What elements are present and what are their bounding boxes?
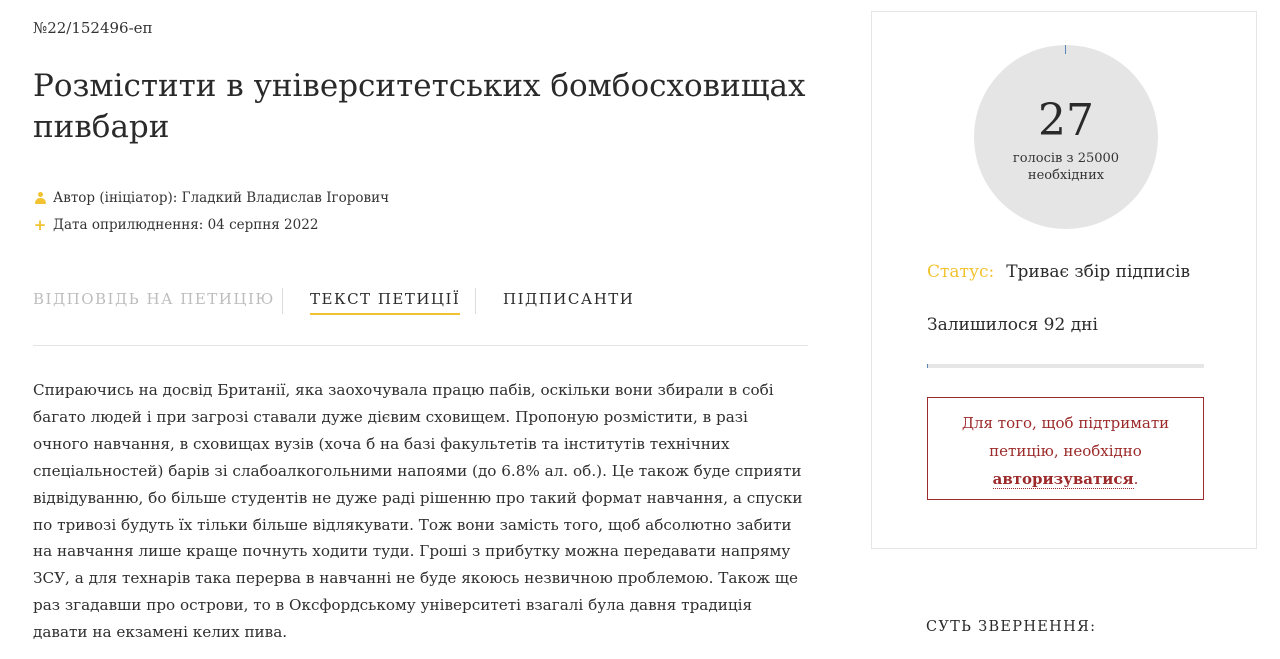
status-label: Статус: — [927, 262, 995, 282]
author-row — [33, 190, 389, 206]
votes-count: 27 — [1038, 95, 1094, 146]
status-value: Триває збір підписів — [1006, 262, 1191, 282]
essence-heading: СУТЬ ЗВЕРНЕННЯ: — [926, 619, 1097, 635]
votes-progress-arc — [1065, 45, 1066, 54]
votes-card — [871, 11, 1257, 549]
petition-tabs — [33, 290, 808, 346]
page-title: Розмістити в університетських бомбосховищах пивбари — [33, 68, 806, 145]
tab-answer: ВІДПОВІДЬ НА ПЕТИЦІЮ — [33, 290, 275, 308]
votes-circle — [974, 45, 1158, 229]
tab-divider — [475, 288, 476, 314]
auth-text-end: . — [1133, 470, 1139, 488]
tab-signers[interactable]: ПІДПИСАНТИ — [503, 290, 635, 308]
plus-icon: + — [33, 216, 47, 234]
author-label: Автор (ініціатор): — [53, 190, 178, 206]
status-line — [927, 262, 1190, 282]
petition-body: Спираючись на досвід Британії, яка заохочувала працю пабів, оскільки вони збирали в собі багато людей і при загрозі ставали дуже дієвим сховищем. Пропоную розмістити, в разі очного навчання, в сховищах вузів (хоча б на базі факультетів та інститутів технічних спеціальностей) барів зі слабоалкогольними напоями (до 6.8% ал. об.). Це також буде сприяти відвідуванню, бо більше студентів не дуже раді рішенню про такий формат навчання, а спуски по тривозі будуть їх тільки більше відлякувати. Тож вони замість того, щоб абсолютно забити на навчання лише краще почнуть ходити туди. Гроші з прибутку можна передавати напряму ЗСУ, а для технарів така перерва в навчанні не буде якоюсь незвичною проблемою. Також ще раз згадавши про острови, то в Оксфордському університеті взагалі була давня традиція давати на екзамені келих пива. — [33, 381, 803, 642]
tab-petition-text[interactable]: ТЕКСТ ПЕТИЦІЇ — [310, 290, 460, 315]
remaining-days: Залишилося 92 дні — [927, 315, 1098, 335]
votes-progress-bar — [927, 364, 1204, 368]
date-row — [33, 217, 318, 233]
date-label: Дата оприлюднення: — [53, 217, 204, 233]
auth-notice — [927, 397, 1204, 500]
tab-divider — [282, 288, 283, 314]
votes-caption: голосів з 25000 необхідних — [1012, 151, 1120, 183]
date-value: 04 серпня 2022 — [207, 217, 319, 233]
auth-link[interactable]: авторизуватися — [992, 470, 1134, 488]
author-name: Гладкий Владислав Ігорович — [181, 190, 390, 206]
auth-text: Для того, щоб підтримати петицію, необхідно — [961, 414, 1170, 460]
petition-number: №22/152496-еп — [33, 19, 153, 37]
user-icon — [33, 192, 47, 204]
